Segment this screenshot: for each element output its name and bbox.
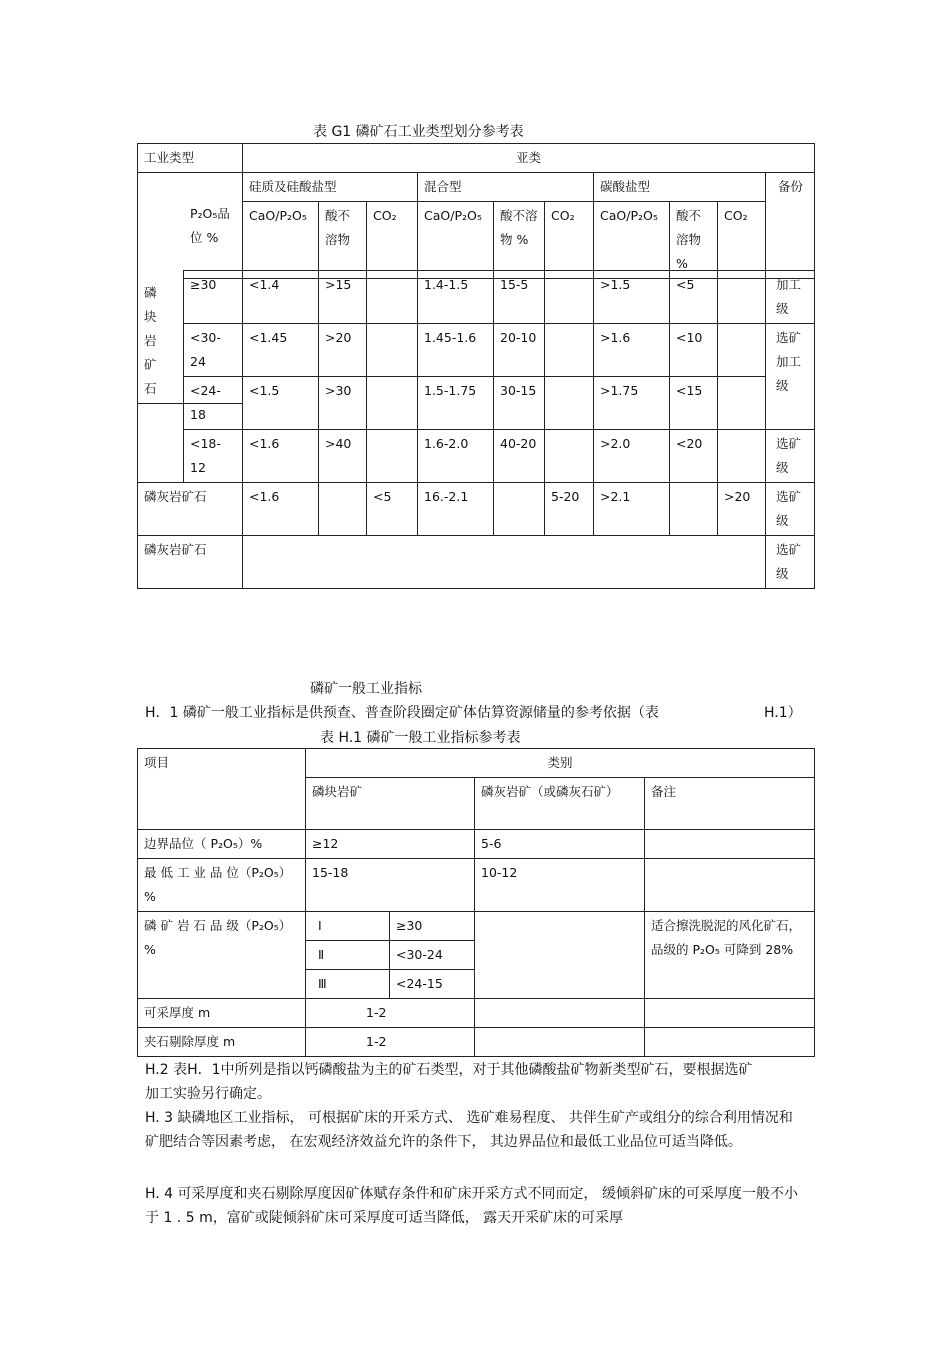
cell-value: 10-12 bbox=[475, 859, 645, 912]
p2o5-grade-label: P₂O₅品位 % bbox=[190, 206, 230, 245]
header-co2: CO₂ bbox=[545, 202, 594, 279]
table-row bbox=[138, 536, 815, 589]
header-cao-p2o5: CaO/P₂O₅ bbox=[243, 202, 319, 279]
cell-value: <1.6 bbox=[243, 483, 319, 536]
header-co2: CO₂ bbox=[718, 202, 766, 279]
cell-value: 30-15 bbox=[494, 377, 545, 430]
cell-value: 1.5-1.75 bbox=[418, 377, 494, 430]
grade-level: Ⅲ bbox=[306, 970, 390, 999]
table-h1-caption: 表 H.1 磷矿一般工业指标参考表 bbox=[320, 730, 521, 746]
cell-value: >30 bbox=[319, 377, 367, 430]
cell-value: >15 bbox=[319, 271, 367, 324]
header-mixed: 混合型 bbox=[418, 173, 594, 202]
intro-text-end: H.1） bbox=[764, 705, 802, 721]
cell-value: >2.0 bbox=[594, 430, 670, 483]
cell-value bbox=[718, 324, 766, 377]
header-remark: 备份 bbox=[766, 173, 815, 279]
header-acid-insoluble-pct: 酸不溶物 % bbox=[670, 202, 718, 279]
header-note: 备注 bbox=[645, 778, 815, 830]
cell-value: <5 bbox=[367, 483, 418, 536]
cell-value: 5-20 bbox=[545, 483, 594, 536]
table-row bbox=[138, 377, 815, 430]
row-label: 夹石剔除厚度 m bbox=[138, 1028, 306, 1057]
cell-value: >2.1 bbox=[594, 483, 670, 536]
cell-value bbox=[545, 324, 594, 377]
header-category: 类别 bbox=[306, 749, 815, 778]
cell-value bbox=[545, 377, 594, 430]
row-label: 磷 矿 岩 石 品 级（P₂O₅）% bbox=[138, 912, 306, 999]
cell-value bbox=[367, 271, 418, 324]
grade-value: ≥30 bbox=[390, 912, 475, 941]
cell-value: 5-6 bbox=[475, 830, 645, 859]
header-phosphorite: 磷块岩矿 bbox=[306, 778, 475, 830]
table-row bbox=[138, 324, 815, 377]
header-cao-p2o5: CaO/P₂O₅ bbox=[594, 202, 670, 279]
section-heading: 磷矿一般工业指标 bbox=[310, 681, 422, 697]
cell-value bbox=[367, 430, 418, 483]
table-row bbox=[138, 483, 815, 536]
grade-level: Ⅱ bbox=[306, 941, 390, 970]
note-h3: H. 3 缺磷地区工业指标， 可根据矿床的开采方式、 选矿难易程度、 共伴生矿产或组分的综合利用情况和矿肥结合等因素考虑， 在宏观经济效益允许的条件下， 其边界品位和最低工业品位可适当降低。 bbox=[145, 1110, 793, 1150]
cell-value bbox=[718, 377, 766, 430]
grade-note: 适合擦洗脱泥的风化矿石，品级的 P₂O₅ 可降到 28% bbox=[645, 912, 815, 999]
cell-value: 16.-2.1 bbox=[418, 483, 494, 536]
row-label: 可采厚度 m bbox=[138, 999, 306, 1028]
cell-value: 1-2 bbox=[306, 999, 475, 1028]
row-label: 最 低 工 业 品 位（P₂O₅）% bbox=[138, 859, 306, 912]
cell-value: 1.4-1.5 bbox=[418, 271, 494, 324]
cell-value: 1-2 bbox=[306, 1028, 475, 1057]
header-carbonate: 碳酸盐型 bbox=[594, 173, 766, 202]
cell-value: >20 bbox=[319, 324, 367, 377]
header-item: 项目 bbox=[138, 749, 306, 830]
table-row bbox=[138, 999, 815, 1028]
cell-remark: 选矿级 bbox=[766, 536, 815, 589]
cell-value: ≥12 bbox=[306, 830, 475, 859]
cell-value bbox=[718, 430, 766, 483]
cell-value bbox=[367, 377, 418, 430]
table-g1-body bbox=[137, 270, 815, 589]
header-apatite: 磷灰岩矿（或磷灰石矿） bbox=[475, 778, 645, 830]
cell-value bbox=[545, 430, 594, 483]
header-acid-insoluble: 酸不溶物 bbox=[319, 202, 367, 279]
cell-grade: <24-18 bbox=[184, 377, 243, 430]
grade-value: <24-15 bbox=[390, 970, 475, 999]
cell-grade: <30-24 bbox=[184, 324, 243, 377]
cell-remark: 选矿加工级 bbox=[766, 324, 815, 430]
cell-value: <1.5 bbox=[243, 377, 319, 430]
table-g1-caption: 表 G1 磷矿石工业类型划分参考表 bbox=[313, 124, 524, 140]
apatite-ore-label: 磷灰岩矿石 bbox=[138, 536, 243, 589]
cell-grade: ≥30 bbox=[184, 271, 243, 324]
cell-value: <5 bbox=[670, 271, 718, 324]
cell-value bbox=[494, 483, 545, 536]
cell-value: >1.75 bbox=[594, 377, 670, 430]
cell-value bbox=[319, 483, 367, 536]
cell-remark: 选矿级 bbox=[766, 430, 815, 483]
cell-value: >1.6 bbox=[594, 324, 670, 377]
cell-value: <1.6 bbox=[243, 430, 319, 483]
cell-value: <1.4 bbox=[243, 271, 319, 324]
header-co2: CO₂ bbox=[367, 202, 418, 279]
grade-value: <30-24 bbox=[390, 941, 475, 970]
cell-value: <10 bbox=[670, 324, 718, 377]
cell-grade: <18-12 bbox=[184, 430, 243, 483]
table-row bbox=[138, 271, 815, 324]
cell-value: 15-18 bbox=[306, 859, 475, 912]
note-h4: H. 4 可采厚度和夹石剔除厚度因矿体赋存条件和矿床开采方式不同而定， 缓倾斜矿床的可采厚度一般不小于 1 . 5 m，富矿或陡倾斜矿床可采厚度可适当降低， 露天开采矿床的可采厚 bbox=[145, 1186, 798, 1226]
grade-level: Ⅰ bbox=[306, 912, 390, 941]
cell-value: 20-10 bbox=[494, 324, 545, 377]
cell-value bbox=[367, 324, 418, 377]
cell-value: 15-5 bbox=[494, 271, 545, 324]
header-siliceous: 硅质及硅酸盐型 bbox=[243, 173, 418, 202]
cell-value: 40-20 bbox=[494, 430, 545, 483]
table-row bbox=[138, 912, 815, 941]
cell-value bbox=[718, 271, 766, 324]
cell-value: >40 bbox=[319, 430, 367, 483]
table-row bbox=[138, 1028, 815, 1057]
cell-value: <20 bbox=[670, 430, 718, 483]
cell-value bbox=[545, 271, 594, 324]
header-acid-insoluble-pct: 酸不溶物 % bbox=[494, 202, 545, 279]
cell-value: 1.45-1.6 bbox=[418, 324, 494, 377]
row-label: 边界品位（ P₂O₅）% bbox=[138, 830, 306, 859]
cell-value: <1.45 bbox=[243, 324, 319, 377]
table-row bbox=[138, 859, 815, 912]
cell-value: >20 bbox=[718, 483, 766, 536]
cell-remark: 选矿级 bbox=[766, 483, 815, 536]
block-ore-label: 磷块岩矿石 bbox=[138, 279, 184, 404]
header-industrial-type: 工业类型 bbox=[138, 144, 243, 173]
cell-remark: 加工级 bbox=[766, 271, 815, 324]
note-h2: H.2 表H．1中所列是指以钙磷酸盐为主的矿石类型，对于其他磷酸盐矿物新类型矿石，要根据选矿加工实验另行确定。 bbox=[145, 1062, 753, 1102]
table-h1 bbox=[137, 748, 815, 1057]
header-cao-p2o5: CaO/P₂O₅ bbox=[418, 202, 494, 279]
cell-value: >1.5 bbox=[594, 271, 670, 324]
cell-value bbox=[670, 483, 718, 536]
header-subtype: 亚类 bbox=[243, 144, 815, 173]
table-row bbox=[138, 830, 815, 859]
apatite-ore-label: 磷灰岩矿石 bbox=[138, 483, 243, 536]
intro-text: H．1 磷矿一般工业指标是供预查、普查阶段圈定矿体估算资源储量的参考依据（表 bbox=[145, 705, 659, 721]
cell-value: <15 bbox=[670, 377, 718, 430]
table-row bbox=[138, 430, 815, 483]
cell-value: 1.6-2.0 bbox=[418, 430, 494, 483]
